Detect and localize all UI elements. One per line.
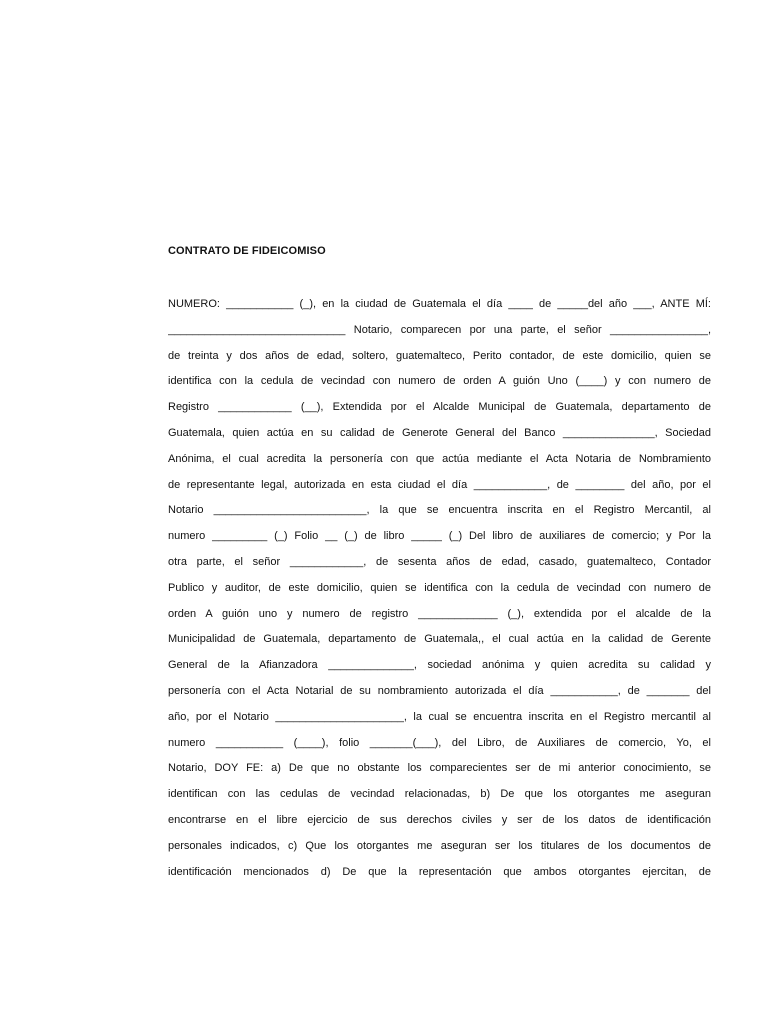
body-line: Anónima, el cual acredita la personería con que actúa mediante el Acta Notaria de Nombramiento — [168, 452, 711, 465]
body-line: General de la Afianzadora ______________, sociedad anónima y quien acredita su calidad y — [168, 659, 711, 672]
body-line: año, por el Notario _____________________, la cual se encuentra inscrita en el Registro mercantil al — [168, 710, 711, 723]
body-line: _____________________________ Notario, comparecen por una parte, el señor ________________, — [168, 323, 711, 336]
body-line: numero _________ (_) Folio __ (_) de libro _____ (_) Del libro de auxiliares de comercio; y Por la — [168, 530, 711, 543]
body-line: Municipalidad de Guatemala, departamento de Guatemala,, el cual actúa en la calidad de Gerente — [168, 633, 711, 646]
body-line: identifica con la cedula de vecindad con numero de orden A guión Uno (____) y con numero de — [168, 375, 711, 388]
body-line: Registro ____________ (__), Extendida por el Alcalde Municipal de Guatemala, departamento de — [168, 401, 711, 414]
body-line: personería con el Acta Notarial de su nombramiento autorizada el día ___________, de _______ del — [168, 684, 711, 697]
body-line: de treinta y dos años de edad, soltero, guatemalteco, Perito contador, de este domicilio, quien se — [168, 349, 711, 362]
body-line: Guatemala, quien actúa en su calidad de Generote General del Banco _______________, Sociedad — [168, 426, 711, 439]
body-line: numero ___________ (____), folio _______(___), del Libro, de Auxiliares de comercio, Yo, el — [168, 736, 711, 749]
document-title: CONTRATO DE FIDEICOMISO — [168, 245, 326, 257]
body-line: Publico y auditor, de este domicilio, quien se identifica con la cedula de vecindad con numero de — [168, 581, 711, 594]
body-line: NUMERO: ___________ (_), en la ciudad de Guatemala el día ____ de _____del año ___, ANTE MÍ: — [168, 298, 711, 310]
body-line: de representante legal, autorizada en esta ciudad el día ____________, de ________ del año, por el — [168, 478, 711, 491]
body-line: Notario, DOY FE: a) De que no obstante los comparecientes ser de mi anterior conocimiento, se — [168, 762, 711, 775]
document-body — [168, 294, 711, 887]
body-line: personales indicados, c) Que los otorgantes me aseguran ser los titulares de los documentos de — [168, 839, 711, 852]
body-line: orden A guión uno y numero de registro _____________ (_), extendida por el alcalde de la — [168, 607, 711, 620]
body-line: Notario _________________________, la que se encuentra inscrita en el Registro Mercantil, al — [168, 504, 711, 517]
body-line: identifican con las cedulas de vecindad relacionadas, b) De que los otorgantes me aseguran — [168, 788, 711, 801]
body-line: encontrarse en el libre ejercicio de sus derechos civiles y ser de los datos de identificación — [168, 813, 711, 826]
body-line: otra parte, el señor ____________, de sesenta años de edad, casado, guatemalteco, Contador — [168, 555, 711, 568]
body-line: identificación mencionados d) De que la representación que ambos otorgantes ejercitan, de — [168, 865, 711, 878]
